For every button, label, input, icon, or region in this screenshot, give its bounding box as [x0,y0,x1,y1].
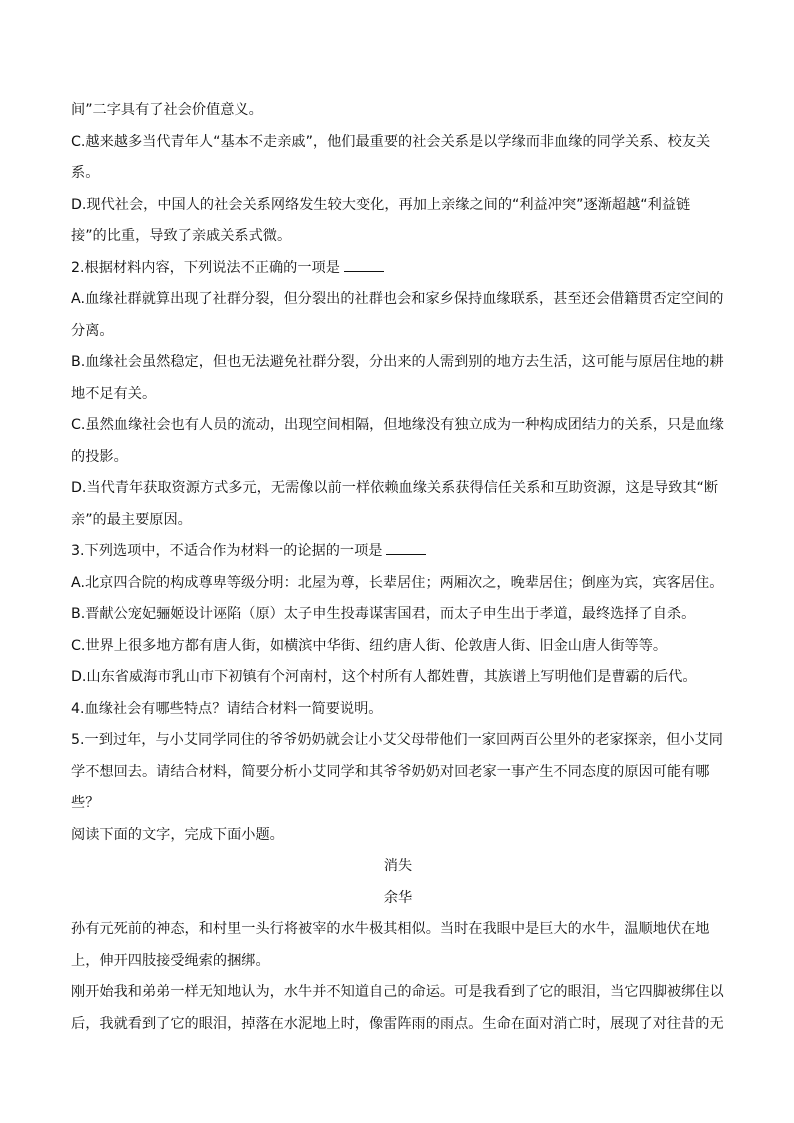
question-5: 5.一到过年，与小艾同学同住的爷爷奶奶就会让小艾父母带他们一家回两百公里外的老家探亲，但小艾同 [71,732,723,748]
option-b-q3: B.晋献公宠妃骊姬设计诬陷（原）太子申生投毒谋害国君，而太子申生出于孝道，最终选择了自杀。 [71,606,696,622]
question-3 [71,536,725,568]
option-d-q3: D.山东省威海市乳山市下初镇有个河南村，这个村所有人都姓曹，其族谱上写明他们是曹霸的后代。 [71,669,697,685]
question-2-text: 2.根据材料内容，下列说法不正确的一项是 [71,259,340,276]
reading-instruction: 阅读下面的文字，完成下面小题。 [71,826,284,843]
text-line: 间”二字具有了社会价值意义。 [71,102,263,118]
answer-blank [344,257,384,272]
option-a-q3: A.北京四合院的构成尊卑等级分明：北屋为尊，长辈居住；两厢次之，晚辈居住；倒座为宾，宾客居住。 [71,574,724,591]
article-title: 消失 [383,858,413,874]
text-line: 地不足有关。 [71,385,157,402]
option-c-q1: C.越来越多当代青年人“基本不走亲戚”，他们最重要的社会关系是以学缘而非血缘的同学关系、校友关 [71,133,711,150]
option-d-q2: D.当代青年获取资源方式多元，无需像以前一样依赖血缘关系获得信任关系和互助资源，这是导致其“断 [71,480,719,496]
question-2 [71,253,725,285]
document-body [71,95,725,1040]
text-line: 学不想回去。请结合材料，简要分析小艾同学和其爷爷奶奶对回老家一事产生不同态度的原因可能有哪 [71,763,710,780]
question-3-text: 3.下列选项中，不适合作为材料一的论据的一项是 [71,543,383,559]
option-b-q2: B.血缘社会虽然稳定，但也无法避免社群分裂，分出来的人需到别的地方去生活，这可能与原居住地的耕 [71,354,724,370]
option-d-q1: D.现代社会，中国人的社会关系网络发生较大变化，再加上亲缘之间的“利益冲突”逐渐超越“利益链 [71,196,691,213]
option-c-q3: C.世界上很多地方都有唐人街，如横滨中华街、纽约唐人街、伦敦唐人街、旧金山唐人街等等。 [71,637,668,654]
text-line: 接”的比重，导致了亲戚关系式微。 [71,228,292,244]
option-a-q2: A.血缘社群就算出现了社群分裂，但分裂出的社群也会和家乡保持血缘联系，甚至还会借籍贯否定空间的 [71,291,724,307]
text-line: 分离。 [71,322,114,339]
article-paragraph: 刚开始我和弟弟一样无知地认为，水牛并不知道自己的命运。可是我看到了它的眼泪，当它四脚被绑住以 [71,984,724,1000]
text-line: 后，我就看到了它的眼泪，掉落在水泥地上时，像雷阵雨的雨点。生命在面对消亡时，展现了对往昔的无 [71,1015,724,1032]
text-line: 系。 [71,165,100,181]
option-c-q2: C.虽然血缘社会也有人员的流动，出现空间相隔，但地缘没有独立成为一种构成团结力的关系，只是血缘 [71,417,724,433]
question-4: 4.血缘社会有哪些特点？请结合材料一简要说明。 [71,700,383,717]
text-line: 些？ [71,795,100,811]
text-line: 亲”的最主要原因。 [71,511,192,528]
article-paragraph: 孙有元死前的神态，和村里一头行将被宰的水牛极其相似。当时在我眼中是巨大的水牛，温顺地伏在地 [71,921,710,937]
answer-blank [386,540,426,555]
text-line: 上，伸开四肢接受绳索的捆绑。 [71,952,270,969]
article-author: 余华 [383,889,413,906]
text-line: 的投影。 [71,448,128,465]
